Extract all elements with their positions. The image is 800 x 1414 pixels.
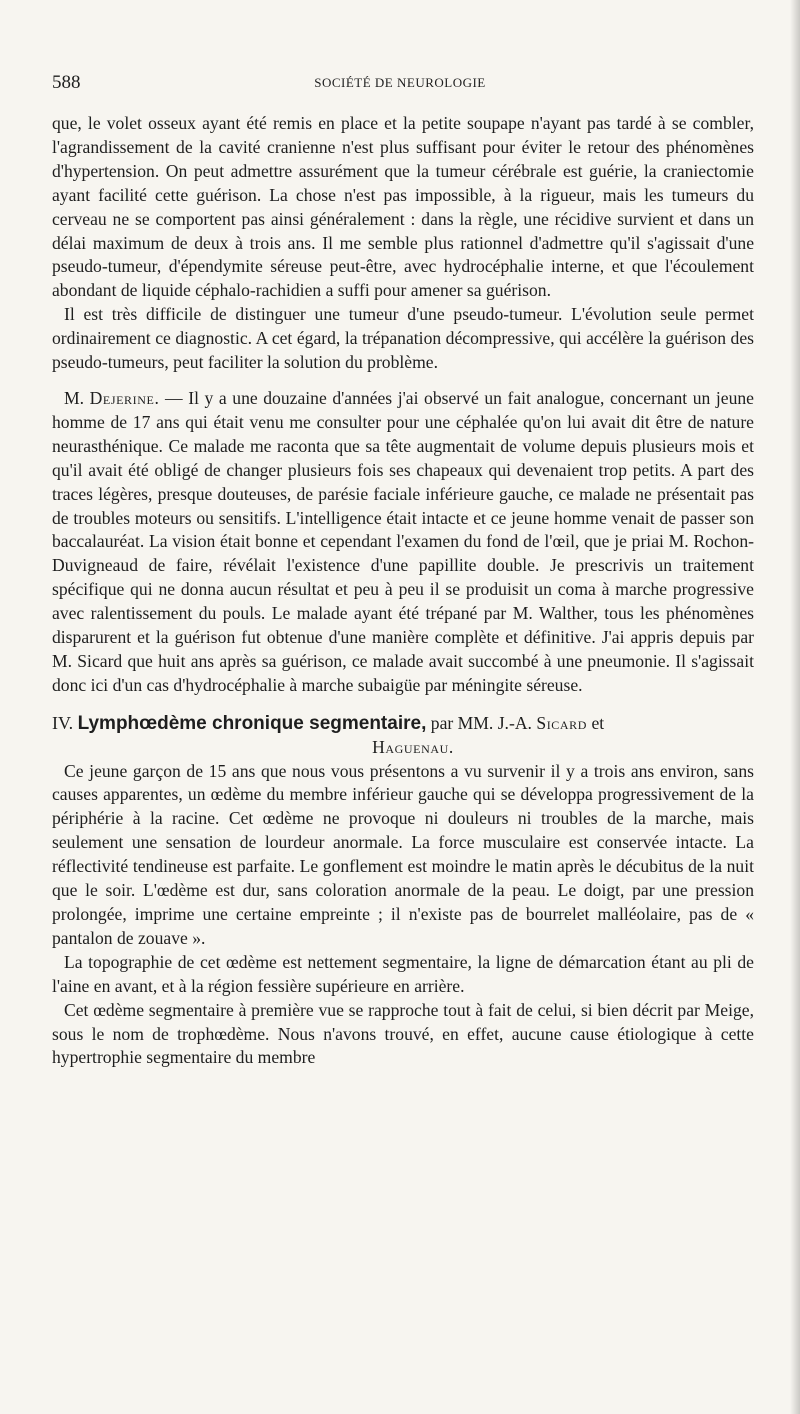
dejerine-text: — Il y a une douzaine d'années j'ai observé un fait analogue, concernant un jeune homme de 17 ans qui était venu me consulter pour une céphalée qu'on lui avait dit être de nature neurasthénique. Ce malade me raconta que sa tête augmentait de volume depuis plusieurs mois et qu'il avait été obligé de changer plusieurs fois ses chapeaux qui devenaient trop petits. A part des traces légères, presque douteuses, de parésie faciale inférieure gauche, ce malade ne présentait pas de troubles moteurs ou sensitifs. L'intelligence était intacte et ce jeune homme venait de passer son baccalauréat. La vision était bonne et cependant l'examen du fond de l'œil, que je priai M. Rochon-Duvigneaud de faire, révélait l'existence d'une papillite double. Je prescrivis un traitement spécifique qui ne donna aucun résultat et peu à peu il se produisit un coma à marche progressive avec ralentissement du pouls. Le malade ayant été trépané par M. Walther, tous les phénomènes disparurent et la guérison fut obtenue d'une manière complète et définitive. J'ai appris depuis par M. Sicard que huit ans après sa guérison, ce malade avait succombé à une pneumonie. Il s'agissait donc ici d'un cas d'hydrocéphalie à marche subaigüe par méningite séreuse. [52,387,754,695]
speaker-prefix: M. [64,387,85,408]
paragraph-gap [52,375,754,387]
section-byline: par MM. J.-A. [430,712,532,733]
running-head [52,72,748,96]
page-number: 588 [52,72,81,93]
paragraph-continuation: que, le volet osseux ayant été remis en place et la petite soupape n'ayant pas tardé à se combler, l'agrandissement de la cavité cranienne n'est plus suffisant pour éviter le retour des phénomènes d'hypertension. On peut admettre assurément que la tumeur cérébrale est guérie, la craniectomie ayant facilité cette guérison. La chose n'est pas impossible, à la rigueur, mais les tumeurs du cerveau ne se comportent pas ainsi généralement : dans la règle, une récidive survient et dans un délai maximum de deux à trois ans. Il me semble plus rationnel d'admettre qu'il s'agissait d'une pseudo-tumeur, d'épendymite séreuse peut-être, avec hydrocéphalie interne, et que l'écoulement abondant de liquide céphalo-rachidien a suffi pour amener sa guérison. [52,113,754,301]
author-sicard: Sicard [536,712,588,733]
author-conjunction: et [591,712,605,733]
section-numeral: IV. [52,712,74,733]
journal-title: SOCIÉTÉ DE NEUROLOGIE [314,75,486,90]
paragraph-case-description: Ce jeune garçon de 15 ans que nous vous présentons a vu survenir il y a trois ans environ, sans causes apparentes, un œdème du membre inférieur gauche qui se développa progressivement de la périphérie à la racine. Cet œdème ne provoque ni douleurs ni troubles de la marche, mais seulement une sensation de lourdeur anormale. La force musculaire est conservée intacte. La réflectivité tendineuse est parfaite. Le gonflement est moindre le matin après le décubitus de la nuit que le soir. L'œdème est dur, sans coloration anormale de la peau. Le doigt, par une pression prolongée, imprime une certaine empreinte ; il n'existe pas de bourrelet malléolaire, pas de « pantalon de zouave ». [52,760,754,948]
speaker-name: Dejerine. [89,387,160,408]
scan-edge-shadow [790,0,800,1414]
section-title: Lymphœdème chronique segmentaire, [77,712,427,734]
body-text [52,112,754,1070]
paragraph-pseudo-tumeur: Il est très difficile de distinguer une tumeur d'une pseudo-tumeur. L'évolution seule permet ordinairement ce diagnostic. A cet égard, la trépanation décompressive, qui accélère la guérison des pseudo-tumeurs, peut faciliter la solution du problème. [52,304,754,373]
author-haguenau: Haguenau. [372,736,454,757]
section-heading [52,712,754,760]
dejerine-intervention [52,387,754,698]
paragraph-trophoedeme: Cet œdème segmentaire à première vue se rapproche tout à fait de celui, si bien décrit par Meige, sous le nom de trophœdème. Nous n'avons trouvé, en effet, aucune cause étiologique à cette hypertrophie segmentaire du membre [52,999,754,1068]
paragraph-topographie: La topographie de cet œdème est nettement segmentaire, la ligne de démarcation étant au pli de l'aine en avant, et à la région fessière supérieure en arrière. [52,951,754,996]
